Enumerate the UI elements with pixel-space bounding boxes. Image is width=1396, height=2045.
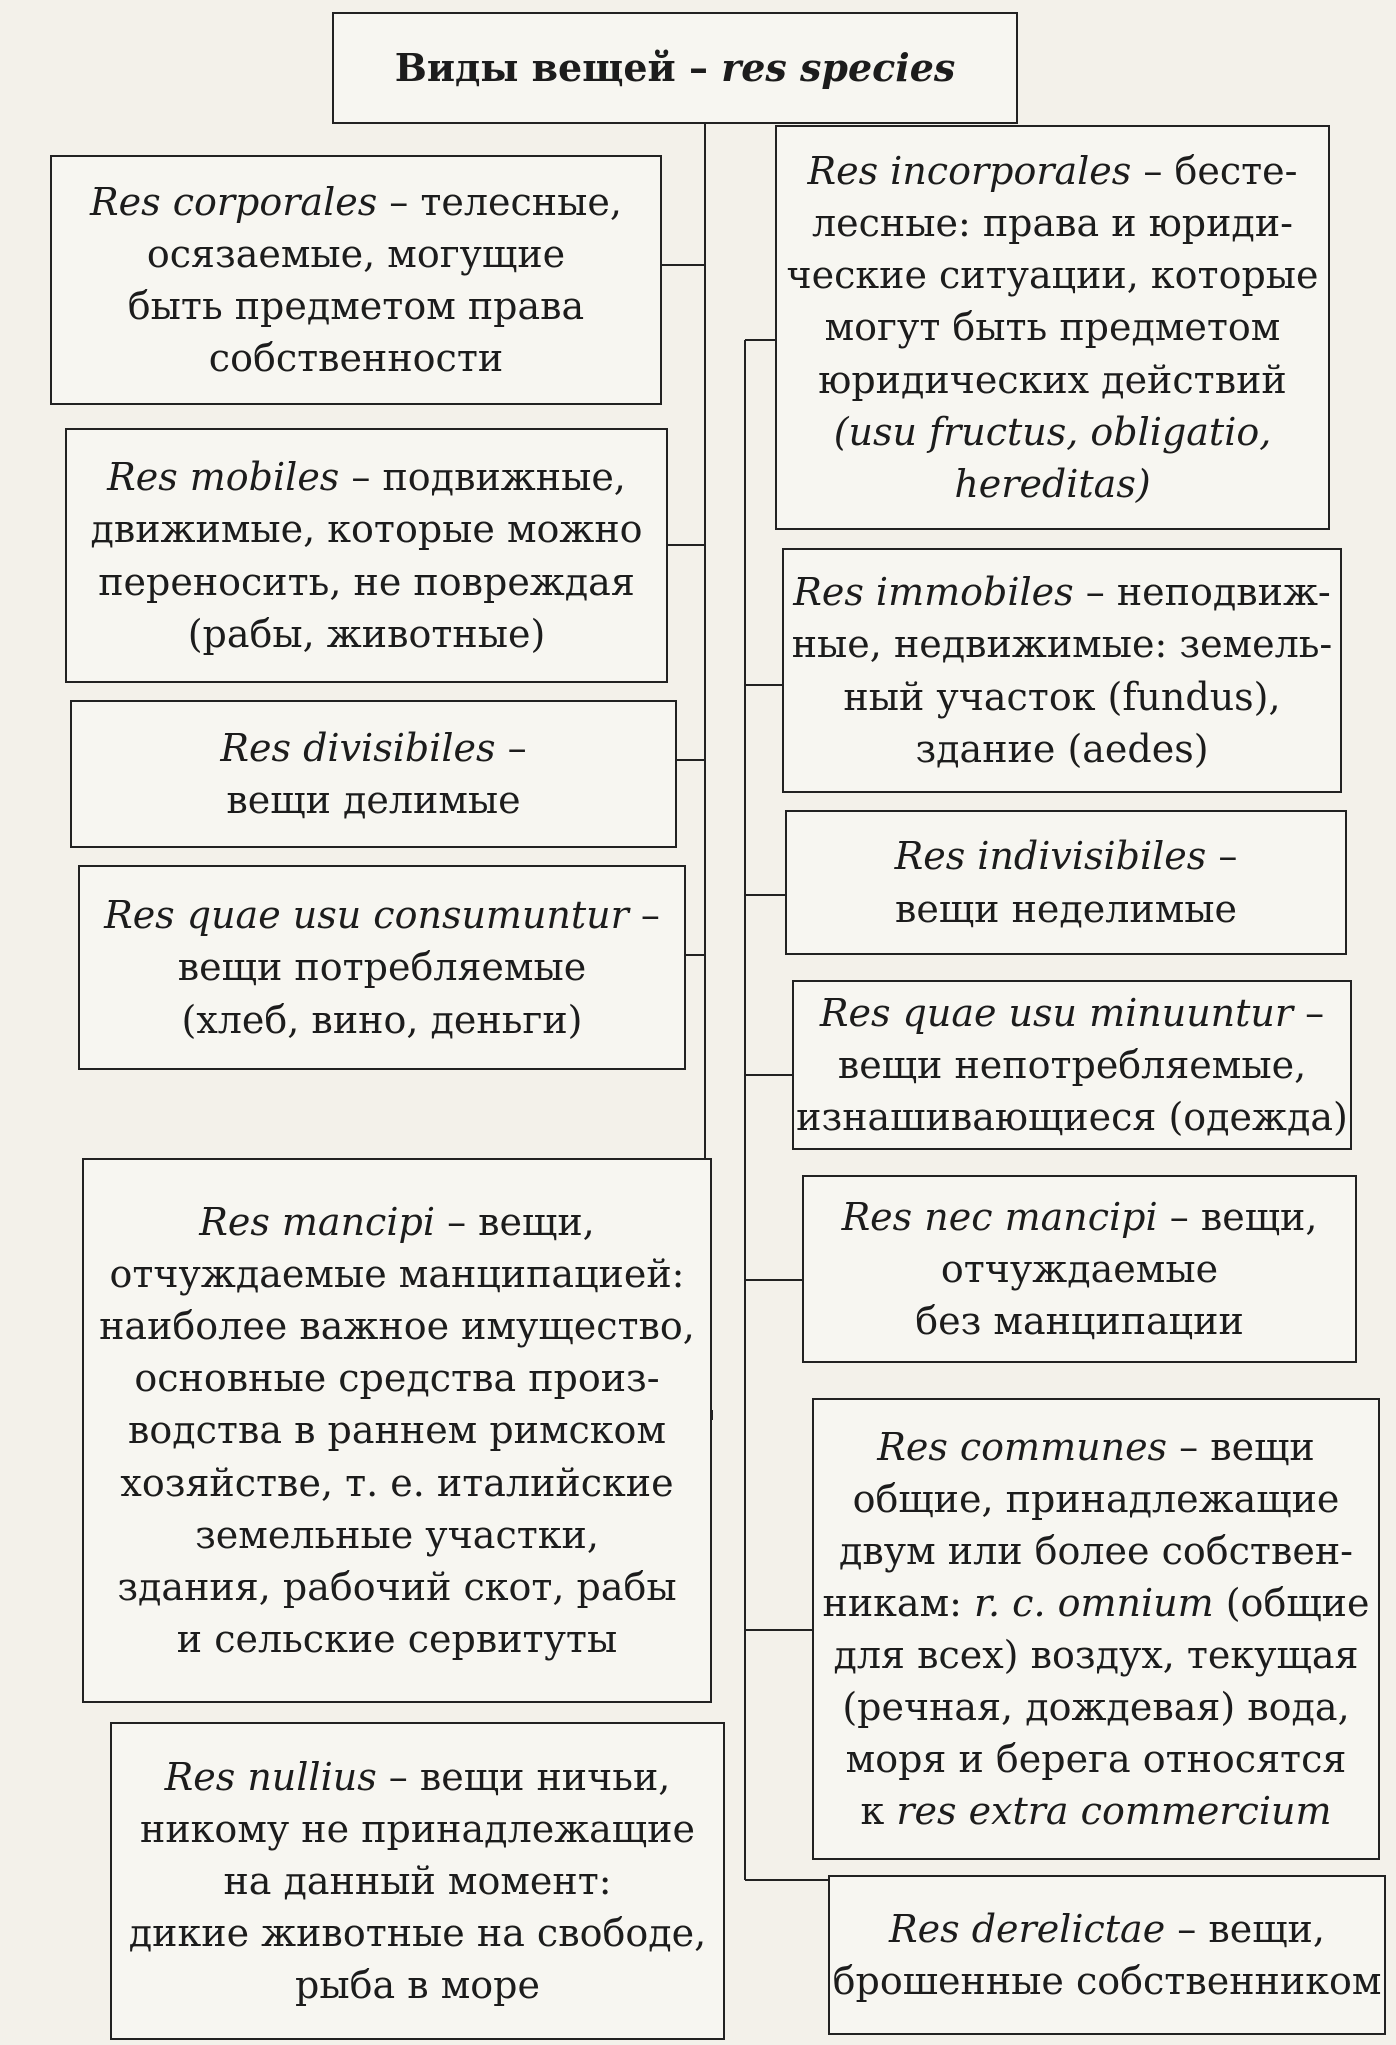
box-res-mobiles: Res mobiles – подвижные, движимые, которые можно переносить, не повреждая (рабы, животные) [65,428,668,683]
box-res-quae-usu-minuuntur: Res quae usu minuuntur – вещи непотребляемые, изнашивающиеся (одежда) [792,980,1352,1150]
box-res-nullius: Res nullius – вещи ничьи, никому не принадлежащие на данный момент: дикие животные на свободе, рыба в море [110,1722,725,2040]
box-res-immobiles: Res immobiles – неподвиж- ные, недвижимые: земель- ный участок (fundus), здание (aedes) [782,548,1342,793]
box-res-corporales: Res corporales – телесные, осязаемые, могущие быть предметом права собственности [50,155,662,405]
box-res-communes: Res communes – вещи общие, принадлежащие двум или более собствен- никам: r. c. omnium (общие для всех) воздух, текущая (речная, дождевая) вода, моря и берега относятся к res extra commercium [812,1398,1380,1860]
box-res-indivisibiles: Res indivisibiles – вещи неделимые [785,810,1347,955]
box-res-mancipi: Res mancipi – вещи, отчуждаемые манципацией: наиболее важное имущество, основные средства произ- водства в раннем римском хозяйстве, т. е. италийские земельные участки, здания, рабочий скот, рабы и сельские сервитуты [82,1158,712,1703]
box-res-incorporales: Res incorporales – бесте- лесные: права и юриди- ческие ситуации, которые могут быть предметом юридических действий (usu fructus, obligatio, hereditas) [775,125,1330,530]
box-res-quae-usu-consumuntur: Res quae usu consumuntur – вещи потребляемые (хлеб, вино, деньги) [78,865,686,1070]
box-res-divisibiles: Res divisibiles – вещи делимые [70,700,677,848]
diagram-title: Виды вещей – res species [332,12,1018,124]
box-res-derelictae: Res derelictae – вещи, брошенные собственником [828,1875,1386,2035]
box-res-nec-mancipi: Res nec mancipi – вещи, отчуждаемые без манципации [802,1175,1357,1363]
